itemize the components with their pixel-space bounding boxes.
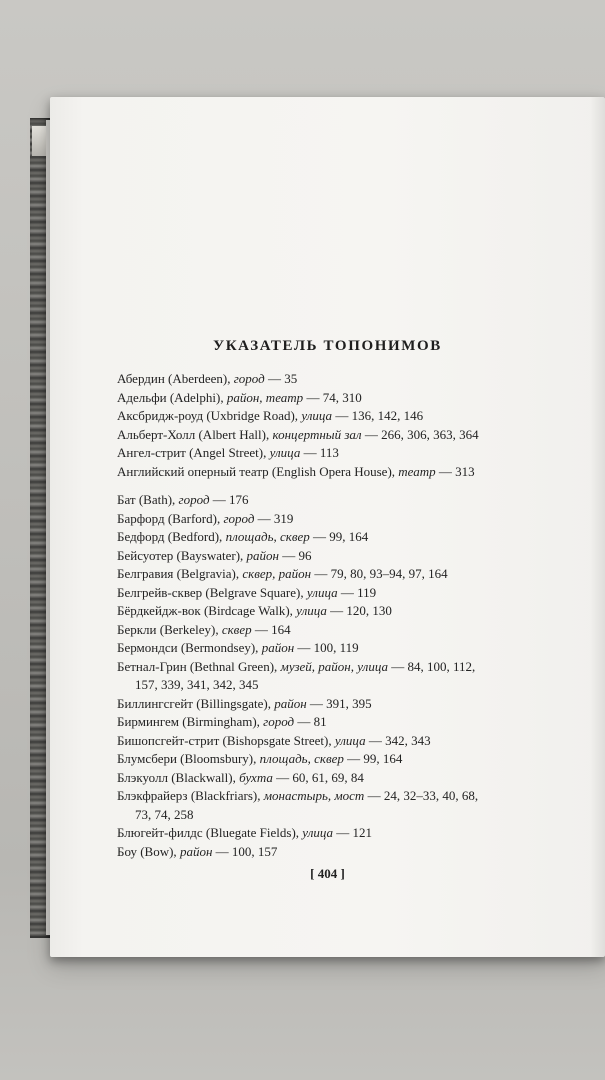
entry-description: район (261, 640, 295, 655)
entry-pages: — 74, 310 (306, 389, 362, 405)
entry-name: Биллингсгейт (Billingsgate), (117, 695, 271, 711)
entry-name: Блэкуолл (Blackwall), (117, 769, 236, 785)
entry-pages: — 100, 157 (215, 843, 278, 859)
entry-description: монастырь, мост (263, 788, 365, 803)
entry-pages: — 121 (336, 825, 373, 840)
entry-description: район (274, 695, 307, 711)
entry-pages: — 313 (438, 463, 475, 479)
entry-name: Ангел-стрит (Angel Street), (117, 445, 267, 460)
index-entry (117, 463, 557, 482)
entry-name: Боу (Bow), (117, 843, 177, 859)
entry-name: Бетнал-Грин (Bethnal Green), (117, 658, 278, 674)
entry-name: Аксбридж-роуд (Uxbridge Road), (117, 408, 299, 423)
entry-name: Абердин (Aberdeen), (117, 371, 231, 386)
entry-description: город (263, 714, 295, 729)
entry-name: Бат (Bath), (117, 492, 176, 507)
entry-name: Белгрейв-сквер (Belgrave Square), (117, 584, 304, 600)
index-entry (117, 491, 557, 510)
entry-name: Адельфи (Adelphi), (117, 389, 224, 405)
entry-name: Бёрдкейдж-вок (Birdcage Walk), (117, 603, 293, 618)
entry-description: улица (296, 603, 327, 618)
entry-description: улица (301, 408, 333, 423)
index-entry (117, 565, 557, 584)
entry-pages: — 113 (303, 445, 339, 460)
entry-description: город (223, 510, 255, 526)
entry-description: площадь, сквер (259, 751, 344, 766)
entry-pages: — 120, 130 (330, 603, 392, 618)
entry-description: концертный зал (272, 426, 362, 442)
entry-description: город (178, 492, 210, 507)
index-entry (117, 528, 557, 547)
entry-pages: — 266, 306, 363, 364 (364, 426, 479, 442)
entry-description: улица (302, 825, 334, 840)
entry-pages: — 24, 32–33, 40, 68, (367, 788, 479, 803)
index-entry (117, 547, 557, 566)
entry-name: Блумсбери (Bloomsbury), (117, 751, 257, 766)
index-entry (117, 510, 557, 529)
entry-name: Бермондси (Bermondsey), (117, 640, 259, 655)
entry-name: Блэкфрайерз (Blackfriars), (117, 788, 261, 803)
index-entry (117, 639, 557, 658)
bookmark-tab (32, 126, 46, 156)
index-entry (117, 732, 557, 751)
entry-pages: — 136, 142, 146 (335, 408, 424, 423)
index-entry (117, 713, 557, 732)
entry-description: район (246, 547, 279, 563)
index-entry (117, 407, 557, 426)
index-entry (117, 843, 557, 862)
entry-description: театр (398, 463, 436, 479)
entry-pages: — 60, 61, 69, 84 (276, 769, 364, 785)
entry-pages: — 84, 100, 112, (391, 658, 476, 674)
entry-name: Бишопсгейт-стрит (Bishopsgate Street), (117, 732, 332, 748)
index-entry (117, 389, 557, 408)
entry-pages: — 164 (254, 621, 291, 637)
entry-pages: — 176 (212, 492, 249, 507)
entry-description: музей, район, улица (280, 658, 388, 674)
entry-name: Бедфорд (Bedford), (117, 529, 223, 544)
index-entries (117, 370, 557, 861)
entry-name: Беркли (Berkeley), (117, 621, 219, 637)
entry-description: бухта (239, 769, 273, 785)
entry-pages-continued: 157, 339, 341, 342, 345 (135, 677, 259, 692)
index-entry (117, 584, 557, 603)
entry-group (117, 370, 557, 481)
entry-pages: — 35 (267, 371, 298, 386)
entry-pages: — 81 (297, 714, 327, 729)
entry-description: сквер, район (242, 566, 312, 581)
entry-pages: — 99, 164 (313, 529, 369, 544)
entry-description: улица (334, 732, 366, 748)
entry-pages: — 342, 343 (368, 732, 431, 748)
index-entry (117, 824, 557, 843)
page-number: [ 404 ] (310, 866, 345, 881)
entry-pages: — 100, 119 (297, 640, 359, 655)
index-entry (117, 695, 557, 714)
entry-pages: — 391, 395 (309, 695, 372, 711)
entry-pages: — 119 (340, 584, 377, 600)
entry-pages-continued: 73, 74, 258 (135, 806, 194, 822)
index-entry (117, 750, 557, 769)
index-entry (117, 602, 557, 621)
entry-name: Бейсуотер (Bayswater), (117, 547, 244, 563)
entry-description: район, театр (226, 389, 304, 405)
entry-name: Бирмингем (Birmingham), (117, 714, 260, 729)
index-entry (117, 787, 557, 824)
entry-pages: — 99, 164 (347, 751, 403, 766)
index-entry (117, 769, 557, 788)
entry-pages: — 96 (282, 547, 312, 563)
index-entry (117, 426, 557, 445)
entry-group (117, 491, 557, 861)
index-entry (117, 658, 557, 695)
entry-description: улица (306, 584, 338, 600)
entry-description: сквер (221, 621, 252, 637)
entry-name: Английский оперный театр (English Opera House), (117, 463, 396, 479)
entry-pages: — 79, 80, 93–94, 97, 164 (314, 566, 448, 581)
entry-name: Барфорд (Barford), (117, 510, 221, 526)
entry-name: Белгравия (Belgravia), (117, 566, 240, 581)
entry-name: Альберт-Холл (Albert Hall), (117, 426, 270, 442)
index-entry (117, 621, 557, 640)
entry-name: Блюгейт-филдс (Bluegate Fields), (117, 825, 300, 840)
index-entry (117, 370, 557, 389)
entry-description: площадь, сквер (225, 529, 310, 544)
page-shadow (590, 97, 605, 957)
entry-description: район (179, 843, 213, 859)
index-entry (117, 444, 557, 463)
entry-description: город (233, 371, 265, 386)
index-heading: УКАЗАТЕЛЬ ТОПОНИМОВ (213, 338, 442, 354)
entry-pages: — 319 (257, 510, 294, 526)
entry-description: улица (269, 445, 301, 460)
